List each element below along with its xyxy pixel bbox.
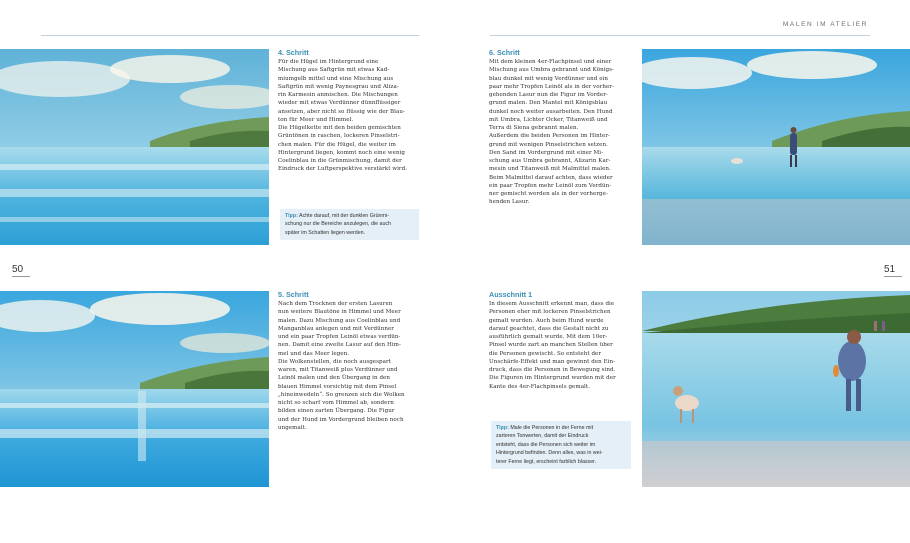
running-head: MALEN IM ATELIER <box>782 21 868 28</box>
painting-step-6 <box>642 49 910 245</box>
painting-detail-1 <box>642 291 910 487</box>
step-6-body: Mit dem kleinen 4er-Flachpinsel und einer Mischung aus Umbra gebrannt und Königs- blau dunkel mit wenig Verdünner und ein paar mehr Tropfen Leinöl als in der vorher- gehenden Lasur nun die Figur im Vorder- grund malen. Den Mantel mit Königsblau dunkel noch weiter ausarbeiten. Den Hund mit Umbra, Lichter Ocker, Titanweiß und Terra di Siena gebrannt malen. Außerdem die beiden Personen im Hinter- grund mit wenigen Pinselstrichen setzen. Den Sand im Vordergrund mit einer Mi- schung aus Umbra gebrannt, Alizarin Kar- mesin und Titanweiß mit Malmittel malen. Beim Malmittel darauf achten, dass wieder ein paar Tropfen mehr Leinöl zum Verdün- ner gemischt werden als in der vorherge- henden Lasur. <box>489 59 614 206</box>
detail-1-title: Ausschnitt 1 <box>489 290 533 299</box>
step-6-section <box>489 48 631 207</box>
step-4-section <box>278 48 420 174</box>
tip-2-text: Male die Personen in der Ferne mit zarteren Tonwerten, damit der Eindruck entsteht, dass die Personen sich weiter im Hintergrund befinden. Denn alles, was in wei- terer Ferne liegt, erscheint farblich blasser. <box>496 425 603 465</box>
tip-2-label: Tipp: <box>496 425 509 431</box>
step-4-body: Für die Hügel im Hintergrund eine Mischung aus Saftgrün mit etwas Kad- miumgelb mittel und eine Mischung aus Saftgrün mit wenig Paynesgrau und Aliza- rin Karmesin anmischen. Die Mischungen wieder mit etwas Verdünner dünnflüssiger ansetzen, aber nicht so flüssig wie der Blau- ton für Meer und Himmel. Die Hügelkette mit den beiden gemischten Grüntönen in raschen, lockeren Pinselstri- chen malen. Für die Hügel, die weiter im Hintergrund liegen, kommt noch eine wenig Coelinblau in die Grünmischung, damit der Eindruck der Luftperspektive verstärkt wird. <box>278 59 408 173</box>
top-rule-right <box>490 35 870 36</box>
tip-box-2 <box>491 421 631 469</box>
detail-1-section <box>489 290 631 391</box>
step-4-title: 4. Schritt <box>278 48 309 57</box>
tip-box-1 <box>280 209 419 240</box>
step-5-body: Nach dem Trocknen der ersten Lasuren nun weitere Blautöne in Himmel und Meer malen. Dazu Mischung aus Coelinblau und Manganblau anlegen und mit Verdünner und ein paar Tropfen Leinöl etwas verdün- nen. Damit eine zweite Lasur auf den Him- mel und das Meer legen. Die Wolkenstellen, die noch ausgespart waren, mit Titanweiß plus Verdünner und Leinöl malen und den Übergang in den blauen Himmel vorsichtig mit dem Pinsel „hineinwedeln“. So grenzen sich die Wolken nicht so scharf vom Himmel ab, sondern bilden einen zarten Übergang. Die Figur und der Hund im Vordergrund bleiben noch ungemalt. <box>278 301 405 431</box>
page-number-rule-right <box>884 276 902 277</box>
painting-step-5 <box>0 291 269 487</box>
step-6-title: 6. Schritt <box>489 48 520 57</box>
page-number-rule-left <box>12 276 30 277</box>
step-5-section <box>278 290 420 432</box>
painting-step-4 <box>0 49 269 245</box>
tip-1-label: Tipp: <box>285 213 298 219</box>
detail-1-body: In diesem Ausschnitt erkennt man, dass die Personen eher mit lockeren Pinselstrichen gemalt wurden. Auch beim Hund wurde darauf geachtet, dass die Gestalt nicht zu ausführlich gemalt wurde. Mit dem 10er- Pinsel wurde zart an manchen Stellen über die Personen gewischt. So entsteht der Unschärfe-Effekt und man gewinnt den Ein- druck, dass die Personen in Bewegung sind. Die Figuren im Hintergrund wurden mit der Kante des 4er-Flachpinsels gemalt. <box>489 301 616 390</box>
tip-1-text: Achte darauf, mit der dunklen Grünmi- schung nur die Bereiche anzulegen, die auch später im Schatten liegen werden. <box>285 213 392 236</box>
page-number-left: 50 <box>12 264 24 275</box>
top-rule-left <box>41 35 419 36</box>
step-5-title: 5. Schritt <box>278 290 309 299</box>
page-number-right: 51 <box>884 264 896 275</box>
